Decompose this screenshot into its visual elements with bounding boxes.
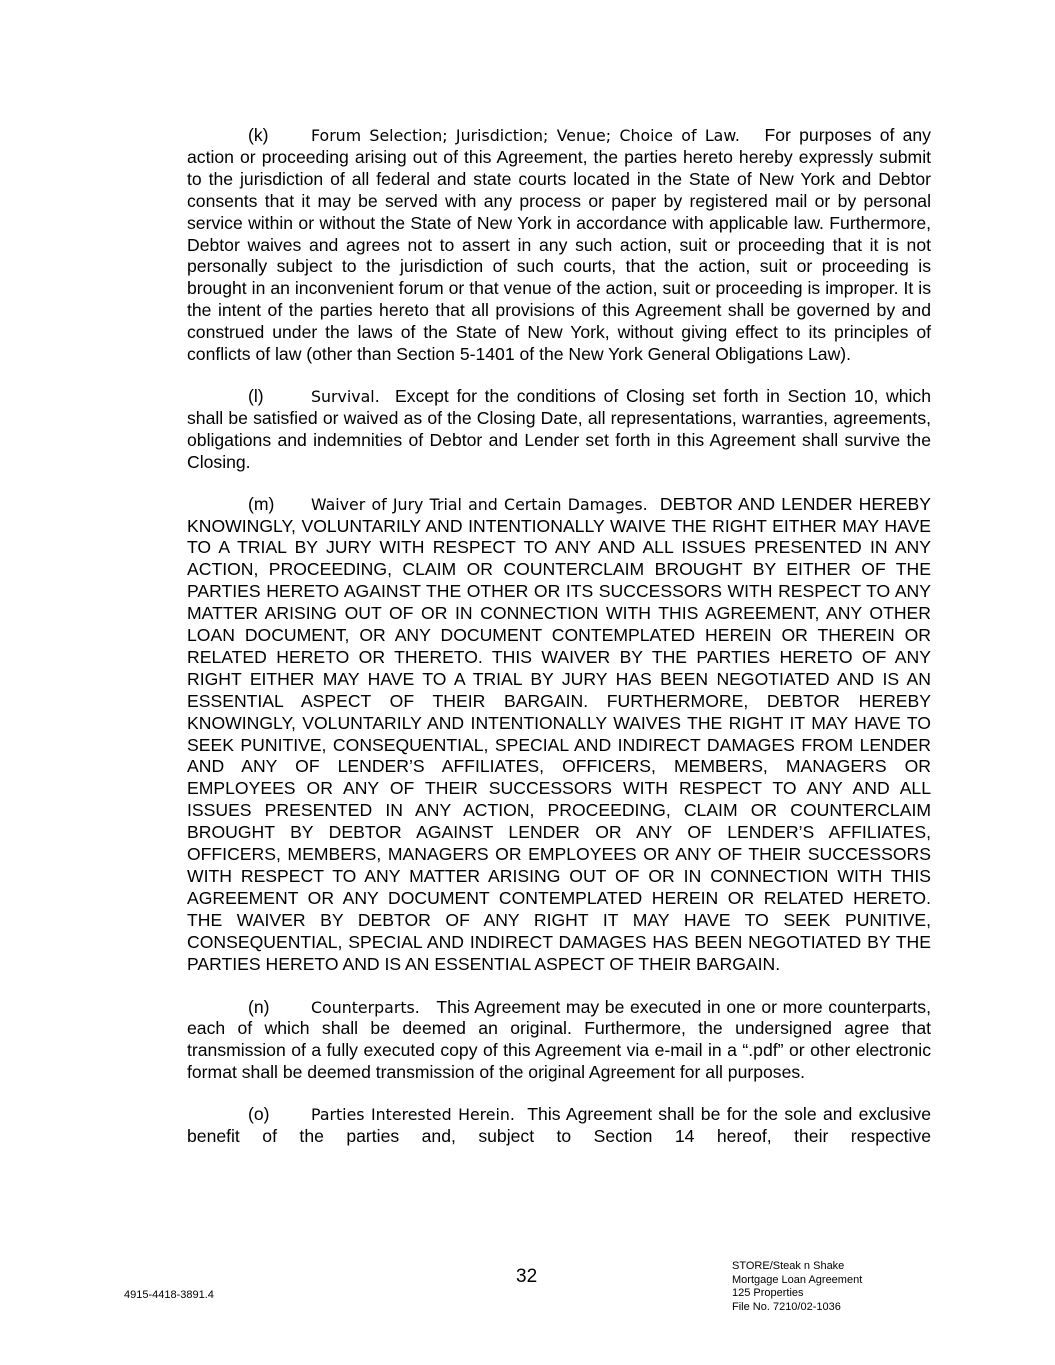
section-heading: Parties Interested Herein. <box>311 1105 515 1125</box>
section-text: DEBTOR AND LENDER HEREBY KNOWINGLY, VOLUNTARILY AND INTENTIONALLY WAIVE THE RIGHT EITHER MAY HAVE TO A TRIAL BY JURY WITH RESPECT TO ANY AND ALL ISSUES PRESENTED IN ANY ACTION, PROCEEDING, CLAIM OR COUNTERCLAIM BROUGHT BY EITHER OF THE PARTIES HERETO AGAINST THE OTHER OR ITS SUCCESSORS WITH RESPECT TO ANY MATTER ARISING OUT OF OR IN CONNECTION WITH THIS AGREEMENT, ANY OTHER LOAN DOCUMENT, OR ANY DOCUMENT CONTEMPLATED HEREIN OR THEREIN OR RELATED HERETO OR THERETO. THIS WAIVER BY THE PARTIES HERETO OF ANY RIGHT EITHER MAY HAVE TO A TRIAL BY JURY HAS BEEN NEGOTIATED AND IS AN ESSENTIAL ASPECT OF THEIR BARGAIN. FURTHERMORE, DEBTOR HEREBY KNOWINGLY, VOLUNTARILY AND INTENTIONALLY WAIVES THE RIGHT IT MAY HAVE TO SEEK PUNITIVE, CONSEQUENTIAL, SPECIAL AND INDIRECT DAMAGES FROM LENDER AND ANY OF LENDER’S AFFILIATES, OFFICERS, MEMBERS, MANAGERS OR EMPLOYEES OR ANY OF THEIR SUCCESSORS WITH RESPECT TO ANY AND ALL ISSUES PRESENTED IN ANY ACTION, PROCEEDING, CLAIM OR COUNTERCLAIM BROUGHT BY DEBTOR AGAINST LENDER OR ANY OF LENDER’S AFFILIATES, OFFICERS, MEMBERS, MANAGERS OR EMPLOYEES OR ANY OF THEIR SUCCESSORS WITH RESPECT TO ANY MATTER ARISING OUT OF OR IN CONNECTION WITH THIS AGREEMENT OR ANY DOCUMENT CONTEMPLATED HEREIN OR RELATED HERETO. THE WAIVER BY DEBTOR OF ANY RIGHT IT MAY HAVE TO SEEK PUNITIVE, CONSEQUENTIAL, SPECIAL AND INDIRECT DAMAGES HAS BEEN NEGOTIATED BY THE PARTIES HERETO AND IS AN ESSENTIAL ASPECT OF THEIR BARGAIN. <box>187 493 931 974</box>
section-text: This Agreement shall be for the sole and exclusive benefit of the parties and, subject to Section 14 hereof, their respective <box>187 1104 931 1147</box>
section-text: Except for the conditions of Closing set forth in Section 10, which shall be satisfied or waived as of the Closing Date, all representations, warranties, agreements, obligations and indemnities of Debtor and Lender set forth in this Agreement shall survive the Closing. <box>187 385 932 472</box>
section-l <box>187 386 931 474</box>
section-k <box>187 125 931 366</box>
document-id: 4915-4418-3891.4 <box>124 1289 214 1301</box>
section-marker: (m) <box>248 493 275 514</box>
section-marker: (k) <box>248 125 269 145</box>
section-heading: Survival. <box>311 386 380 406</box>
footer-line: 125 Properties <box>732 1287 804 1299</box>
agreement-body <box>187 125 931 1168</box>
section-heading: Counterparts. <box>311 997 420 1017</box>
footer-line: STORE/Steak n Shake <box>732 1260 845 1272</box>
section-marker: (o) <box>248 1104 270 1125</box>
section-text: This Agreement may be executed in one or more counterparts, each of which shall be deemed an original. Furthermore, the undersigned agree that transmission of a fully executed copy of this Agreement via e-mail in a “.pdf” or other electronic format shall be deemed transmission of the original Agreement for all purposes. <box>187 996 931 1083</box>
section-heading: Waiver of Jury Trial and Certain Damages. <box>311 494 648 514</box>
section-n <box>187 997 931 1085</box>
page-number: 32 <box>516 1266 538 1287</box>
section-heading: Forum Selection; Jurisdiction; Venue; Choice of Law. <box>311 126 740 145</box>
section-o <box>187 1104 931 1148</box>
footer-line: File No. 7210/02-1036 <box>732 1300 841 1313</box>
footer-line: Mortgage Loan Agreement <box>732 1273 863 1286</box>
section-text: For purposes of any action or proceeding arising out of this Agreement, the parties hereto hereby expressly submit to the jurisdiction of all federal and state courts located in the State of New York and Debtor consents that it may be served with any process or paper by registered mail or by personal service within or without the State of New York in accordance with applicable law. Furthermore, Debtor waives and agrees not to assert in any such action, suit or proceeding that it is not personally subject to the jurisdiction of such courts, that the action, suit or proceeding is brought in an inconvenient forum or that venue of the action, suit or proceeding is improper. It is the intent of the parties hereto that all provisions of this Agreement shall be governed by and construed under the laws of the State of New York, without giving effect to its principles of conflicts of law (other than Section 5-1401 of the New York General Obligations Law). <box>187 125 931 365</box>
footer-document-info <box>732 1260 862 1314</box>
section-marker: (l) <box>248 385 264 406</box>
section-marker: (n) <box>248 996 270 1017</box>
section-m <box>187 494 931 976</box>
